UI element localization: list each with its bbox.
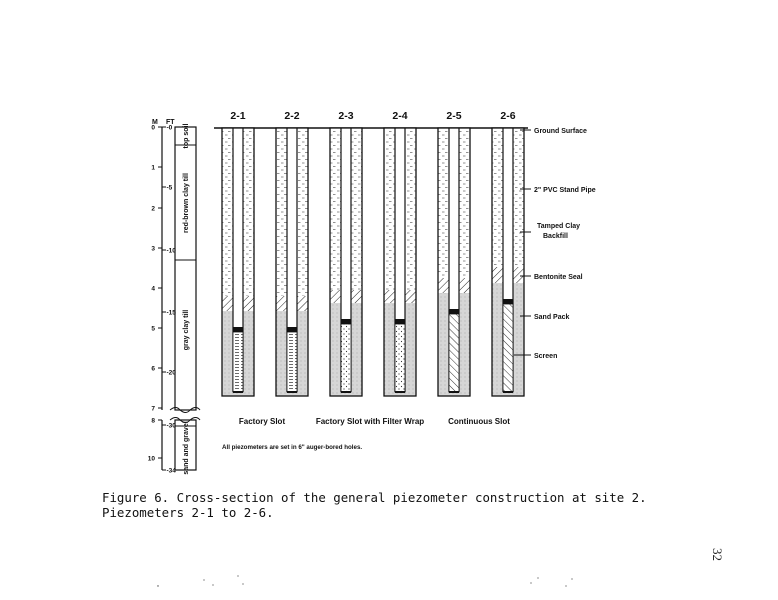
- pipe-coupling: [341, 319, 352, 324]
- legend-callouts: [514, 128, 596, 360]
- piezometer-group: [222, 110, 524, 396]
- ft-tick-label: -34: [166, 467, 176, 475]
- end-cap: [449, 391, 459, 393]
- scale-ft-label: FT: [166, 119, 175, 126]
- piezometer-label: 2-6: [500, 110, 516, 122]
- m-tick-label: 8: [151, 417, 155, 425]
- pipe-coupling: [449, 309, 460, 314]
- m-tick-label: 4: [151, 285, 155, 293]
- piezometer-2-1: [222, 110, 254, 396]
- piezometer-2-6: [492, 110, 524, 396]
- pipe-coupling: [395, 319, 406, 324]
- pvc-stand-pipe: [395, 128, 405, 324]
- piezometer-label: 2-1: [230, 110, 246, 122]
- soil-layer-red-brown-clay-till: red-brown clay till: [183, 173, 190, 233]
- pipe-coupling: [233, 327, 244, 332]
- m-tick-label: 5: [151, 325, 155, 333]
- m-tick-label: 3: [151, 245, 155, 253]
- ft-tick-label: -0: [166, 124, 173, 132]
- ft-tick-label: -15: [166, 309, 176, 317]
- legend-stand-pipe: 2" PVC Stand Pipe: [534, 187, 596, 194]
- figure-caption: Figure 6. Cross-section of the general piezometer construction at site 2. Piezometers 2-1 to 2-6.: [102, 490, 647, 520]
- screen: [233, 332, 243, 392]
- ft-tick-label: -5: [166, 184, 173, 192]
- m-tick-label: 2: [151, 205, 155, 213]
- soil-layer-sand-and-gravel: sand and gravel: [183, 421, 190, 475]
- group-label-continuous-slot: Continuous Slot: [448, 417, 510, 426]
- piezometer-2-4: [384, 110, 416, 396]
- pvc-stand-pipe: [449, 128, 459, 314]
- ft-tick-label: -20: [166, 369, 176, 377]
- m-tick-label: 7: [151, 405, 155, 413]
- depth-scale: [148, 119, 177, 475]
- screen: [287, 332, 297, 392]
- pvc-stand-pipe: [233, 128, 243, 332]
- pipe-coupling: [287, 327, 298, 332]
- pvc-stand-pipe: [503, 128, 513, 304]
- group-label-filter-wrap: Factory Slot with Filter Wrap: [315, 417, 425, 426]
- piezometer-2-2: [276, 110, 308, 396]
- piezometer-2-3: [330, 110, 362, 396]
- piezometer-label: 2-4: [392, 110, 408, 122]
- m-tick-label: 0: [151, 124, 155, 132]
- page-number: 32: [710, 548, 725, 561]
- pvc-stand-pipe: [287, 128, 297, 332]
- auger-hole-note: All piezometers are set in 6" auger-bored holes.: [222, 444, 363, 451]
- m-tick-label: 6: [151, 365, 155, 373]
- legend-bentonite: Bentonite Seal: [534, 274, 583, 281]
- screen: [503, 304, 513, 392]
- soil-layer-gray-clay-till: gray clay till: [183, 309, 190, 351]
- screen: [395, 324, 405, 392]
- legend-screen: Screen: [534, 353, 558, 360]
- scan-noise: [157, 575, 572, 586]
- soil-layer-top-soil: top soil: [183, 123, 190, 149]
- m-tick-label: 10: [147, 455, 155, 463]
- legend-ground-surface: Ground Surface: [534, 128, 587, 135]
- ft-tick-label: -30: [166, 422, 176, 430]
- piezometer-label: 2-2: [284, 110, 300, 122]
- m-tick-label: 1: [151, 164, 155, 172]
- end-cap: [341, 391, 351, 393]
- piezometer-label: 2-3: [338, 110, 354, 122]
- end-cap: [503, 391, 513, 393]
- pipe-coupling: [503, 299, 514, 304]
- scale-m-label: M: [152, 119, 158, 126]
- legend-backfill: Tamped Clay Backfill: [537, 223, 581, 240]
- screen: [341, 324, 351, 392]
- ft-tick-label: -10: [166, 247, 176, 255]
- end-cap: [395, 391, 405, 393]
- piezometer-label: 2-5: [446, 110, 462, 122]
- screen: [449, 314, 459, 392]
- pvc-stand-pipe: [341, 128, 351, 324]
- legend-sand-pack: Sand Pack: [534, 314, 570, 321]
- end-cap: [287, 391, 297, 393]
- soil-log: [170, 124, 200, 475]
- piezometer-2-5: [438, 110, 470, 396]
- soil-log-upper-box: [175, 127, 196, 410]
- end-cap: [233, 391, 243, 393]
- group-label-factory-slot: Factory Slot: [238, 417, 286, 426]
